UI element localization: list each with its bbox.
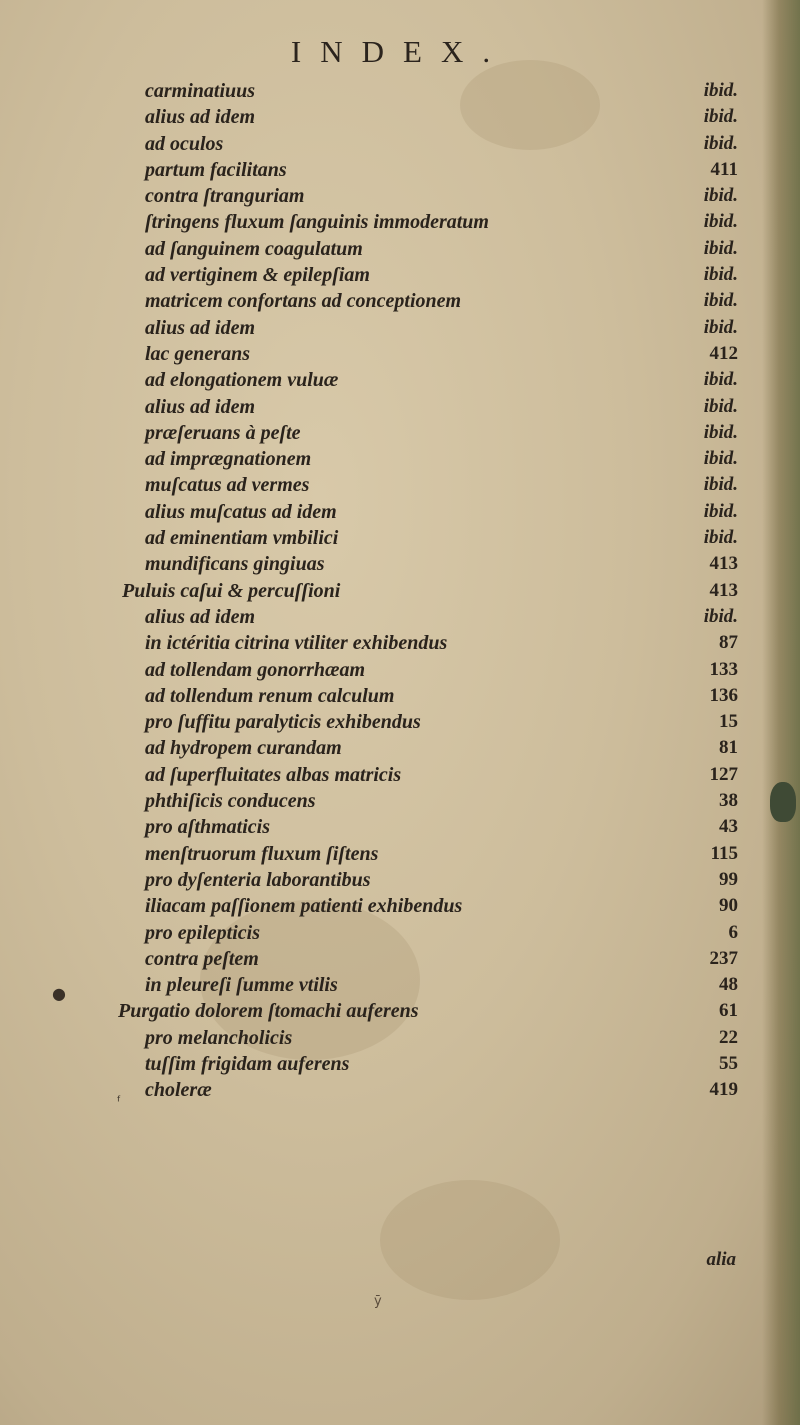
index-entry-term: in ictéritia citrina vtiliter exhibendus bbox=[145, 632, 448, 655]
index-entry-list bbox=[0, 78, 800, 1104]
index-entry-page-ref: 133 bbox=[709, 658, 738, 680]
index-entry bbox=[0, 1051, 800, 1077]
index-entry bbox=[0, 315, 800, 341]
index-entry bbox=[0, 262, 800, 288]
index-entry-term: ad elongationem vuluæ bbox=[145, 369, 339, 392]
index-entry-term: partum facilitans bbox=[145, 158, 287, 181]
index-entry-term: contra ſtranguriam bbox=[145, 185, 305, 208]
index-entry-page-ref: 136 bbox=[709, 684, 738, 706]
margin-tick-mark: ᶠ bbox=[117, 1094, 122, 1110]
index-entry-term: carminatiuus bbox=[145, 80, 256, 102]
index-entry-term: alius ad idem bbox=[145, 605, 256, 628]
index-entry bbox=[0, 788, 800, 814]
index-entry-page-ref: ibid. bbox=[703, 80, 738, 101]
index-entry-page-ref: ibid. bbox=[703, 500, 738, 522]
index-entry-term: præſeruans à peſte bbox=[145, 421, 301, 444]
index-entry-term: in pleureſi ſumme vtilis bbox=[145, 974, 338, 997]
signature-mark: ȳ bbox=[374, 1294, 382, 1309]
index-entry-term: ad oculos bbox=[145, 132, 224, 155]
index-entry bbox=[0, 893, 800, 919]
index-entry-term: lac generans bbox=[145, 342, 250, 365]
index-entry-term: ad ſuperfluitates albas matricis bbox=[145, 763, 402, 786]
index-entry bbox=[0, 762, 800, 788]
index-entry bbox=[0, 446, 800, 472]
index-entry-term: ad tollendum renum calculum bbox=[145, 684, 395, 707]
index-entry-term: pro dyſenteria laborantibus bbox=[145, 868, 371, 891]
index-entry bbox=[0, 104, 800, 130]
index-entry-page-ref: ibid. bbox=[703, 264, 738, 286]
index-entry-page-ref: ibid. bbox=[703, 474, 738, 496]
index-header: INDEX. bbox=[290, 34, 510, 69]
index-entry-page-ref: ibid. bbox=[703, 211, 738, 233]
index-entry bbox=[0, 472, 800, 498]
paper-stain bbox=[380, 1180, 560, 1300]
index-entry-term: menſtruorum fluxum ſiſtens bbox=[145, 842, 379, 865]
index-entry bbox=[0, 683, 800, 709]
index-entry-page-ref: ibid. bbox=[703, 290, 738, 312]
index-entry-page-ref: 6 bbox=[728, 921, 738, 943]
index-entry-page-ref: 43 bbox=[719, 816, 738, 838]
index-entry-page-ref: ibid. bbox=[703, 369, 738, 391]
index-entry-page-ref: ibid. bbox=[703, 132, 738, 154]
index-entry-term: ſtringens fluxum ſanguinis immoderatum bbox=[145, 211, 489, 234]
index-entry-page-ref: ibid. bbox=[703, 237, 738, 259]
index-entry-term: ad imprægnationem bbox=[145, 448, 312, 471]
index-entry-term: tuſſim frigidam auferens bbox=[145, 1052, 350, 1075]
index-entry-page-ref: 411 bbox=[710, 158, 738, 180]
index-entry-term: phthiſicis conducens bbox=[145, 790, 316, 813]
index-entry-term: ad eminentiam vmbilici bbox=[145, 527, 339, 550]
index-entry-page-ref: 15 bbox=[719, 711, 738, 733]
index-entry-page-ref: 99 bbox=[719, 868, 738, 890]
index-entry bbox=[0, 131, 800, 157]
index-entry bbox=[0, 630, 800, 656]
index-entry-term: alius muſcatus ad idem bbox=[145, 500, 337, 523]
index-entry bbox=[0, 604, 800, 630]
index-entry-page-ref: 55 bbox=[719, 1052, 738, 1074]
index-entry bbox=[0, 341, 800, 367]
index-entry-term: pro aſthmaticis bbox=[145, 816, 271, 839]
index-entry-term: pro ſuffitu paralyticis exhibendus bbox=[145, 711, 421, 734]
index-entry bbox=[0, 367, 800, 393]
index-entry bbox=[0, 551, 800, 577]
index-entry bbox=[0, 814, 800, 840]
index-entry bbox=[0, 78, 800, 104]
index-entry-page-ref: 90 bbox=[719, 895, 738, 917]
catchword: alia bbox=[706, 1249, 736, 1270]
index-entry-page-ref: 127 bbox=[709, 763, 738, 785]
index-entry bbox=[0, 972, 800, 998]
index-entry-page-ref: 413 bbox=[709, 579, 738, 601]
index-entry-page-ref: 81 bbox=[719, 737, 738, 759]
index-entry bbox=[0, 420, 800, 446]
index-entry-term: ad tollendam gonorrhæam bbox=[145, 658, 366, 681]
index-entry-term: Puluis caſui & percuſſioni bbox=[122, 579, 341, 602]
index-entry bbox=[0, 709, 800, 735]
index-entry-term: ad ſanguinem coagulatum bbox=[145, 237, 363, 260]
index-entry bbox=[0, 157, 800, 183]
index-entry-term: muſcatus ad vermes bbox=[145, 474, 310, 497]
index-entry-term: ad hydropem curandam bbox=[145, 737, 342, 760]
index-entry-page-ref: ibid. bbox=[703, 605, 738, 627]
index-entry-page-ref: ibid. bbox=[703, 316, 738, 338]
index-entry bbox=[0, 499, 800, 525]
index-entry-term: alius ad idem bbox=[145, 395, 256, 418]
index-entry bbox=[0, 394, 800, 420]
index-entry-term: Purgatio dolorem ſtomachi auferens bbox=[118, 1000, 419, 1023]
index-entry bbox=[0, 525, 800, 551]
index-entry-term: matricem confortans ad conceptionem bbox=[145, 290, 462, 313]
index-entry-page-ref: ibid. bbox=[703, 185, 738, 207]
index-entry-page-ref: 87 bbox=[719, 632, 738, 654]
index-entry-page-ref: ibid. bbox=[703, 448, 738, 470]
index-entry-page-ref: 22 bbox=[719, 1026, 738, 1048]
index-entry-term: pro melancholicis bbox=[145, 1026, 293, 1049]
index-entry bbox=[0, 735, 800, 761]
index-entry-term: choleræ bbox=[145, 1079, 212, 1102]
index-entry-term: ad vertiginem & epilepſiam bbox=[145, 264, 370, 287]
index-entry-page-ref: 237 bbox=[709, 947, 738, 969]
index-entry-page-ref: ibid. bbox=[703, 106, 738, 128]
index-entry bbox=[0, 946, 800, 972]
index-entry bbox=[0, 578, 800, 604]
margin-dot-mark: ● bbox=[52, 984, 66, 1003]
index-entry bbox=[0, 657, 800, 683]
index-entry bbox=[0, 183, 800, 209]
index-entry bbox=[0, 236, 800, 262]
index-entry-page-ref: 48 bbox=[719, 974, 738, 996]
index-entry bbox=[0, 288, 800, 314]
index-entry-term: iliacam paſſionem patienti exhibendus bbox=[145, 895, 463, 918]
index-entry-term: pro epilepticis bbox=[145, 921, 260, 944]
index-entry-page-ref: 38 bbox=[719, 790, 738, 812]
index-entry-page-ref: 413 bbox=[709, 553, 738, 575]
index-entry bbox=[0, 841, 800, 867]
index-entry-page-ref: ibid. bbox=[703, 395, 738, 417]
index-entry bbox=[0, 867, 800, 893]
index-entry-page-ref: 115 bbox=[710, 842, 738, 864]
index-entry-page-ref: ibid. bbox=[703, 421, 738, 443]
index-entry-term: mundificans gingiuas bbox=[145, 553, 325, 576]
index-entry bbox=[0, 209, 800, 235]
index-entry bbox=[0, 998, 800, 1024]
index-entry-page-ref: ibid. bbox=[703, 527, 738, 549]
index-entry-page-ref: 419 bbox=[709, 1079, 738, 1101]
index-entry-term: alius ad idem bbox=[145, 106, 256, 129]
index-entry-term: alius ad idem bbox=[145, 316, 256, 339]
index-entry-term: contra peſtem bbox=[145, 947, 259, 970]
index-entry-page-ref: 61 bbox=[719, 1000, 738, 1022]
index-entry-page-ref: 412 bbox=[709, 342, 738, 364]
index-entry bbox=[0, 1025, 800, 1051]
index-entry bbox=[0, 920, 800, 946]
